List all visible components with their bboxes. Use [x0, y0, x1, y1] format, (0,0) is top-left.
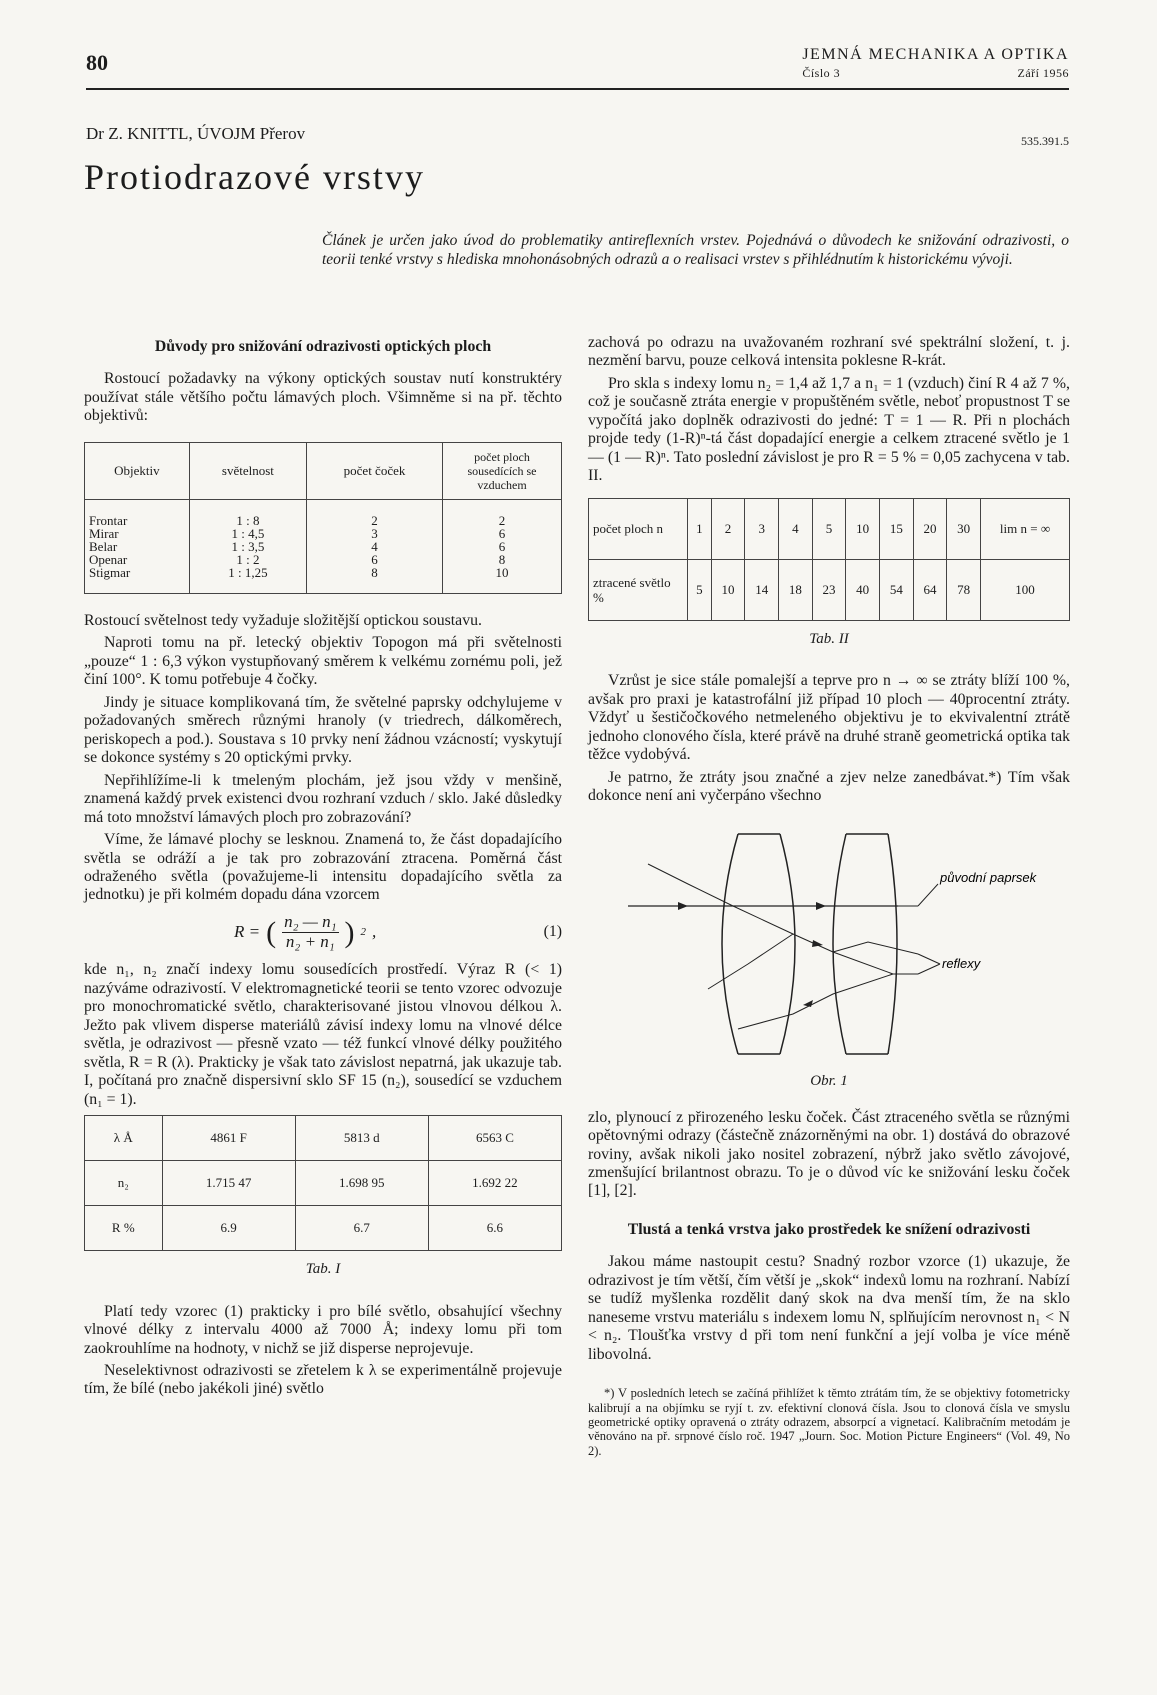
table-cell: 2 6 6 8 10	[443, 499, 562, 593]
table-cell: Frontar Mirar Belar Openar Stigmar	[85, 499, 190, 593]
table-cell: n₂	[85, 1161, 163, 1206]
paragraph: zachová po odrazu na uvažovaném rozhraní své spektrální složení, t. j. nezmění barvu, pouze celková intensita poklesne R-krát.	[588, 334, 1070, 370]
table-cell: 4	[779, 498, 813, 559]
paragraph: zlo, plynoucí z přirozeného lesku čoček. Část ztraceného světla se různými opětovnými odrazy (částečně znázorněnými na obr. 1) dostává do obrazové roviny, avšak nikoli jako nositel zobrazení, nýbrž jako světlo závojové, zmenšující brilantnost obrazu. To je o důvod víc ke snižování lesku čoček [1], [2].	[588, 1108, 1070, 1200]
formula-fraction	[282, 913, 338, 951]
figure-1	[588, 824, 1070, 1091]
table-cell: 1.692 22	[428, 1161, 561, 1206]
table-header: počet ploch n	[589, 498, 688, 559]
figure-label-ray: původní paprsek	[940, 869, 1037, 885]
formula-number: (1)	[543, 922, 562, 940]
formula-paren: )	[344, 915, 355, 949]
paragraph: Nepřihlížíme-li k tmeleným plochám, jež jsou vždy v menšině, znamená každý prvek existenci dvou rozhraní vzduch / sklo. Jaké důsledky má toto množství lámavých ploch pro zobrazování?	[84, 771, 562, 826]
page-number: 80	[86, 50, 108, 75]
formula-denominator: n₂ + n₁	[285, 931, 335, 951]
table-cell: R %	[85, 1206, 163, 1251]
formula-lhs: R =	[234, 922, 261, 942]
table-cell: 100	[981, 559, 1070, 620]
article-title: Protiodrazové vrstvy	[84, 157, 425, 197]
table-header: počet čoček	[307, 442, 443, 499]
paragraph: Rostoucí světelnost tedy vyžaduje složitější optickou soustavu.	[84, 611, 482, 629]
table-header: ztracené světlo %	[589, 559, 688, 620]
table-cell: 40	[846, 559, 880, 620]
table-cell: 78	[947, 559, 981, 620]
table-cell: λ Å	[85, 1116, 163, 1161]
table-cell: 54	[879, 559, 913, 620]
table-one	[84, 1115, 562, 1251]
formula-exponent: 2	[360, 925, 367, 938]
paragraph: kde n₁, n₂ značí indexy lomu sousedících prostředí. Výraz R (< 1) nazýváme odrazivostí. V elektromagnetické teorii se tento vzorec odvozuje pro monochromatické světlo, charakterisované jistou vlnovou délkou λ. Ježto pak vlivem disperse materiálů závisí indexy lomu na vlnové délce světla, je odrazivost — přesně vzato — též funkcí vlnové délky použitého světla, R = R (λ). Prakticky je však tato závislost nepatrná, jak ukazuje tab. I, počítaná pro značně dispersivní sklo SF 15 (n₂), sousedící se vzduchem (n₁ = 1).	[84, 961, 562, 1108]
footnote	[588, 1386, 1070, 1458]
table-cell: 23	[812, 559, 846, 620]
paragraph: Je patrno, že ztráty jsou značné a zjev nelze zanedbávat.*) Tím však dokonce není ani vyčerpáno všechno	[588, 768, 1070, 805]
objectives-table	[84, 442, 562, 594]
journal-header	[802, 46, 1069, 81]
paragraph: Pro skla s indexy lomu n₂ = 1,4 až 1,7 a n₁ = 1 (vzduch) činí R 4 až 7 %, což je současně ztráta energie v propuštěném světle, neboť propustnost T se vypočítá jako doplněk odrazivosti do jedné: T = 1 — R. Při n plochách projde tedy (1-R)ⁿ-tá část dopadající energie a celkem ztracené světlo je 1 — (1 — R)ⁿ. Tato poslední závislost je pro R = 5 % = 0,05 zachycena v tab. II.	[588, 374, 1070, 485]
right-column	[588, 334, 1070, 1462]
table-cell: 1 : 8 1 : 4,5 1 : 3,5 1 : 2 1 : 1,25	[189, 499, 306, 593]
table-two	[588, 498, 1070, 621]
article-abstract: Článek je určen jako úvod do problematiky antireflexních vrstev. Pojednává o důvodech ke snižování odrazivosti, o teorii tenké vrstvy s hlediska mnohonásobných odrazů a o realisaci vrstev s přihlédnutím k historickému vývoji.	[322, 232, 1069, 268]
figure-caption: Obr. 1	[810, 1073, 848, 1090]
table-cell: 10	[711, 559, 745, 620]
paragraph: Vzrůst je sice stále pomalejší a teprve pro n → ∞ se ztráty blíží 100 %, avšak pro praxi je katastrofální již případ 10 ploch — 40procentní ztráty. Vždyť u šestičočkového netmeleného objektivu je to ekvivalentní ztrátě jednoho clonového čísla, které právě na druhé straně geometrická optika tak těžce vydobývá.	[588, 672, 1070, 764]
journal-title: JEMNÁ MECHANIKA A OPTIKA	[802, 46, 1069, 63]
paragraph: Naproti tomu na př. letecký objektiv Topogon má při světelnosti „pouze“ 1 : 6,3 výkon vystupňovaný směrem k velkému zornému poli, jež činí 100°. K tomu potřebuje 4 čočky.	[84, 634, 562, 689]
header-rule	[86, 88, 1069, 90]
figure-label-reflex: reflexy	[942, 955, 981, 971]
formula-paren: (	[266, 915, 277, 949]
table-cell: 6563 C	[428, 1116, 561, 1161]
paragraph: Jindy je situace komplikovaná tím, že světelné paprsky odchylujeme v požadovaných směrech různými hranoly (v triedrech, dálkoměrech, periskopech a pod.). Soustava s 10 prvky není žádnou vzácností; vyskytují se dokonce systémy s 20 optickými prvky.	[84, 693, 562, 767]
udc-code: 535.391.5	[1021, 134, 1069, 148]
table-caption: Tab. I	[305, 1261, 341, 1278]
formula-numerator: n₂ — n₁	[284, 911, 337, 931]
journal-issue: Číslo 3	[802, 66, 841, 80]
article-author: Dr Z. KNITTL, ÚVOJM Přerov	[86, 124, 306, 143]
table-caption: Tab. II	[809, 630, 849, 647]
table-cell: 14	[745, 559, 779, 620]
paragraph: Víme, že lámavé plochy se lesknou. Znamená to, že část dopadajícího světla se odráží a je tak pro zobrazování ztracena. Poměrná část odraženého světla (považujeme-li intensitu dopadajícího světla za jednotku) je při kolmém dopadu dána vzorcem	[84, 831, 562, 904]
table-cell: 15	[879, 498, 913, 559]
table-cell: 1.715 47	[162, 1161, 295, 1206]
table-cell: 6.7	[295, 1206, 428, 1251]
formula-1	[84, 913, 562, 951]
table-cell: 1.698 95	[295, 1161, 428, 1206]
footnote-text: *) V posledních letech se začíná přihlížet k těmto ztrátám tím, že se objektivy fotometricky kalibrují a na objímku se ryjí t. zv. efektivní clonová čísla. Jsou to clonová čísla ve smyslu geometrické optiky opravená o ztráty odrazem, absorpcí a vignetací. Kalibračním metodám je věnováno na př. srpnové číslo roč. 1947 „Journ. Soc. Motion Picture Engineers“ (Vol. 49, No 2).	[588, 1386, 1070, 1458]
left-column	[84, 334, 562, 1403]
formula-comma: ,	[372, 922, 377, 942]
table-cell: 6.6	[428, 1206, 561, 1251]
journal-date: Září 1956	[1017, 66, 1069, 80]
table-cell: 20	[913, 498, 947, 559]
table-cell: 5	[688, 559, 712, 620]
paragraph: Rostoucí požadavky na výkony optických soustav nutí konstruktéry používat stále většího počtu lámavých ploch. Všimněme si na př. těchto objektivů:	[84, 370, 562, 425]
paragraph: Jakou máme nastoupit cestu? Snadný rozbor vzorce (1) ukazuje, že odrazivost je tím větší, čím větší je „skok“ indexů lomu na rozhraní. Nabízí se tudíž myšlenka rozdělit daný skok na dva menší tím, že na sklo naneseme vrstvu materiálu s indexem lomu N, splňujícím nerovnost n₁ < N < n₂. Tloušťka vrstvy d při tom není funkční a její volba je více méně libovolná.	[588, 1253, 1070, 1363]
table-cell: 5	[812, 498, 846, 559]
table-cell: 5813 d	[295, 1116, 428, 1161]
table-header: Objektiv	[85, 442, 190, 499]
table-cell: 2 3 4 6 8	[307, 499, 443, 593]
paragraph: Neselektivnost odrazivosti se zřetelem k λ se experimentálně projevuje tím, že bílé (nebo jakékoli jiné) světlo	[84, 1361, 562, 1398]
table-cell: 1	[688, 498, 712, 559]
table-cell: 64	[913, 559, 947, 620]
table-cell: 4861 F	[162, 1116, 295, 1161]
table-cell: 6.9	[162, 1206, 295, 1251]
table-header: světelnost	[189, 442, 306, 499]
section-heading-1: Důvody pro snižování odrazivosti optických ploch	[154, 338, 492, 355]
table-cell: 30	[947, 498, 981, 559]
table-cell: 10	[846, 498, 880, 559]
table-cell: 2	[711, 498, 745, 559]
table-cell: lim n = ∞	[981, 498, 1070, 559]
paragraph: Platí tedy vzorec (1) prakticky i pro bílé světlo, obsahující všechny vlnové délky z intervalu 4000 až 7000 Å; indexy lomu při tom zaokrouhlíme na hodnoty, v nichž se již disperse neprojevuje.	[84, 1302, 562, 1357]
table-header: počet ploch sousedících se vzduchem	[443, 442, 562, 499]
table-cell: 3	[745, 498, 779, 559]
table-cell: 18	[779, 559, 813, 620]
section-heading-2: Tlustá a tenká vrstva jako prostředek ke snížení odrazivosti	[627, 1220, 1031, 1238]
lens-reflection-diagram	[588, 824, 1070, 1064]
